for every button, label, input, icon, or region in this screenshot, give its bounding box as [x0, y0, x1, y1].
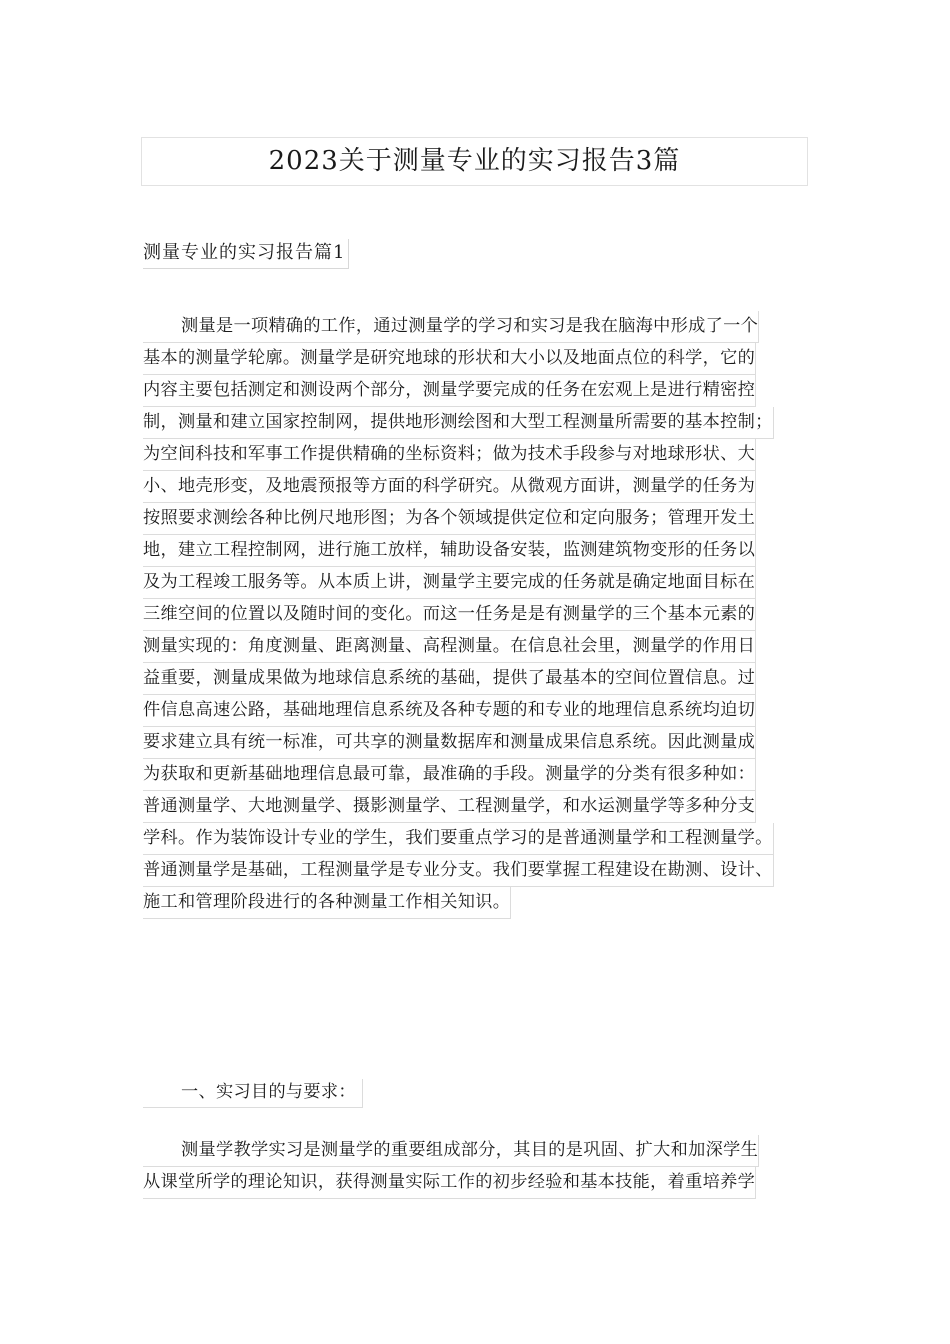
paragraph-line: 学科。作为装饰设计专业的学生，我们要重点学习的是普通测量学和工程测量学。: [143, 823, 774, 855]
paragraph-line: 普通测量学是基础，工程测量学是专业分支。我们要掌握工程建设在勘测、设计、: [143, 855, 774, 887]
paragraph-line: 测量学教学实习是测量学的重要组成部分，其目的是巩固、扩大和加深学生: [143, 1135, 759, 1167]
paragraph-line: 施工和管理阶段进行的各种测量工作相关知识。: [143, 887, 511, 919]
paragraph-line: 普通测量学、大地测量学、摄影测量学、工程测量学，和水运测量学等多种分支: [143, 791, 756, 823]
paragraph-line: 小、地壳形变，及地震预报等方面的科学研究。从微观方面讲，测量学的任务为: [143, 471, 756, 503]
paragraph-line: 按照要求测绘各种比例尺地形图；为各个领域提供定位和定向服务；管理开发土: [143, 503, 756, 535]
paragraph-2: [143, 1135, 759, 1199]
paragraph-line: 要求建立具有统一标准，可共享的测量数据库和测量成果信息系统。因此测量成: [143, 727, 756, 759]
paragraph-line: 从课堂所学的理论知识，获得测量实际工作的初步经验和基本技能，着重培养学: [143, 1167, 756, 1199]
paragraph-line: 制，测量和建立国家控制网，提供地形测绘图和大型工程测量所需要的基本控制；: [143, 407, 774, 439]
paragraph-line: 地，建立工程控制网，进行施工放样，辅助设备安装，监测建筑物变形的任务以: [143, 535, 756, 567]
paragraph-line: 为空间科技和军事工作提供精确的坐标资料；做为技术手段参与对地球形状、大: [143, 439, 756, 471]
paragraph-line: 基本的测量学轮廓。测量学是研究地球的形状和大小以及地面点位的科学，它的: [143, 343, 756, 375]
subheading-objectives: 一、实习目的与要求：: [143, 1079, 363, 1108]
paragraph-line: 测量是一项精确的工作，通过测量学的学习和实习是我在脑海中形成了一个: [143, 311, 759, 343]
paragraph-line: 益重要，测量成果做为地球信息系统的基础，提供了最基本的空间位置信息。过: [143, 663, 756, 695]
paragraph-line: 三维空间的位置以及随时间的变化。而这一任务是是有测量学的三个基本元素的: [143, 599, 756, 631]
paragraph-1: [143, 311, 774, 919]
paragraph-line: 及为工程竣工服务等。从本质上讲，测量学主要完成的任务就是确定地面目标在: [143, 567, 756, 599]
section-heading: 测量专业的实习报告篇1: [143, 239, 349, 269]
paragraph-line: 件信息高速公路，基础地理信息系统及各种专题的和专业的地理信息系统均迫切: [143, 695, 756, 727]
paragraph-line: 内容主要包括测定和测设两个部分，测量学要完成的任务在宏观上是进行精密控: [143, 375, 756, 407]
document-title: 2023关于测量专业的实习报告3篇: [141, 137, 808, 186]
paragraph-line: 测量实现的：角度测量、距离测量、高程测量。在信息社会里，测量学的作用日: [143, 631, 756, 663]
paragraph-line: 为获取和更新基础地理信息最可靠，最准确的手段。测量学的分类有很多种如：: [143, 759, 756, 791]
